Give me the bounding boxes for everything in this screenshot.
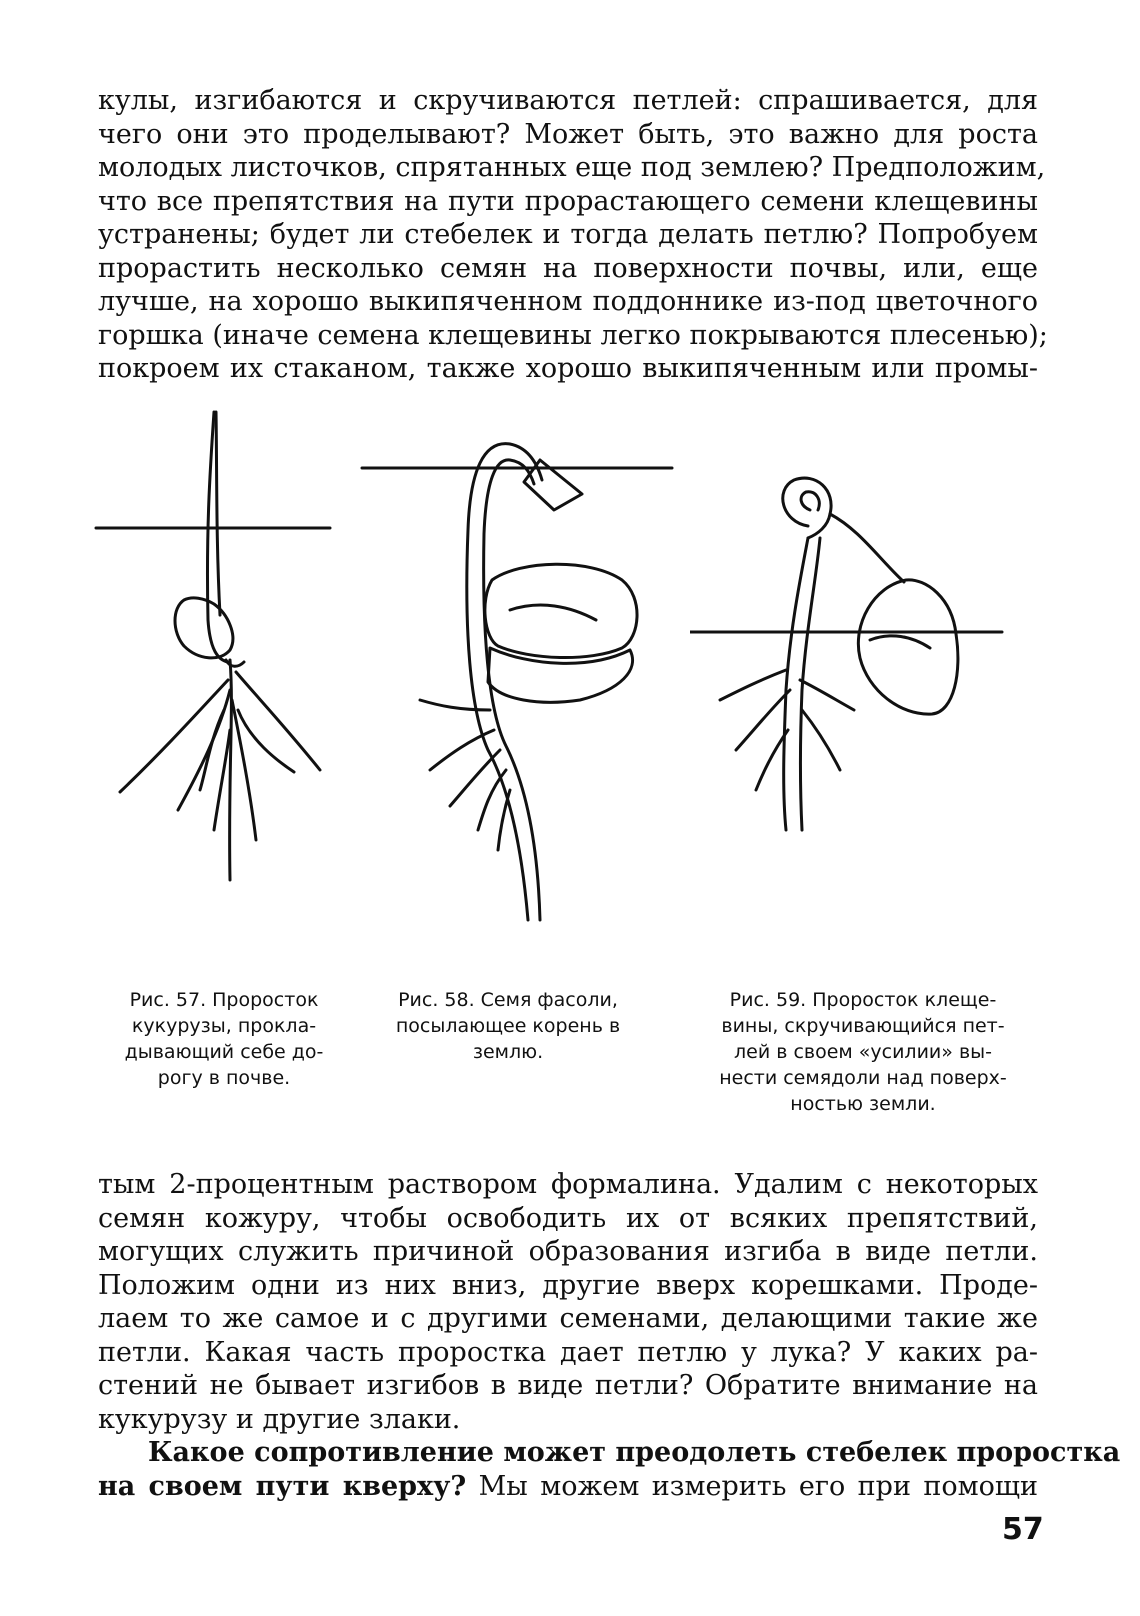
figure-57-caption: [104, 987, 344, 1091]
text-line: молодых листочков, спрятанных еще под землею? Предположим,: [98, 152, 1046, 183]
paragraph-top: [98, 84, 1048, 386]
stem: [784, 538, 808, 830]
question-line: [98, 1470, 1038, 1504]
stem-loop: [801, 492, 819, 510]
figure-58-caption: [372, 987, 644, 1065]
seed-coat-line: [870, 636, 930, 648]
root: [238, 710, 294, 772]
root: [120, 680, 228, 792]
root: [236, 672, 320, 770]
figure-58-bean-seed: [360, 410, 680, 970]
root: [450, 750, 500, 806]
text-line: Положим одни из них вниз, другие вверх корешками. Проде-: [98, 1269, 1038, 1301]
caption-line: Рис. 58. Семя фасоли,: [398, 989, 618, 1011]
stem-arm: [830, 514, 904, 582]
hypocotyl-loop: [484, 460, 540, 920]
text-line: кулы, изгибаются и скручиваются петлей: спрашивается, для: [98, 85, 1038, 116]
text-line: лаем то же самое и с другими семенами, делающими такие же: [98, 1303, 1038, 1334]
caption-line: землю.: [472, 1041, 544, 1063]
root: [802, 710, 840, 770]
seed-coat: [858, 580, 958, 714]
text-line: лучше, на хорошо выкипяченном поддоннике из-под цветочного: [98, 286, 1038, 317]
caption-line: посылающее корень в: [395, 1015, 621, 1037]
page-number: 57: [1002, 1512, 1044, 1547]
caption-line: дывающий себе до-: [124, 1041, 324, 1063]
text-fragment: Мы можем измерить его при помощи: [466, 1470, 1038, 1502]
text-line: петли. Какая часть проростка дает петлю у лука? У каких ра-: [98, 1336, 1038, 1368]
hypocotyl-loop: [467, 444, 542, 920]
text-line: тым 2-процентным раствором формалина. Удалим с некоторых: [98, 1169, 1038, 1200]
caption-line: Рис. 57. Проросток: [129, 989, 319, 1011]
text-line: кукурузу и другие злаки.: [98, 1403, 461, 1435]
text-line: прорастить несколько семян на поверхности почвы, или, еще: [98, 252, 1038, 284]
root: [720, 670, 786, 700]
root: [430, 730, 494, 770]
caption-line: нести семядоли над поверх-: [719, 1067, 1007, 1089]
caption-line: вины, скручивающийся пет-: [721, 1015, 1005, 1037]
text-line: что все препятствия на пути прорастающего семени клещевины: [98, 185, 1038, 217]
root: [200, 710, 224, 790]
figure-59-castor-seedling: [690, 410, 1010, 970]
caption-line: рогу в почве.: [157, 1067, 291, 1089]
bean-line: [510, 605, 596, 620]
root: [420, 700, 490, 710]
text-line: семян кожуру, чтобы освободить их от всяких препятствий,: [98, 1202, 1038, 1234]
text-line: устранены; будет ли стебелек и тогда делать петлю? Попробуем: [98, 219, 1038, 250]
bold-question: Какое сопротивление может преодолеть стебелек проростка: [148, 1437, 1121, 1468]
text-line: чего они это проделывают? Может быть, это важно для роста: [98, 118, 1038, 150]
text-line: могущих служить причиной образования изгиба в виде петли.: [98, 1236, 1038, 1267]
root: [800, 680, 854, 710]
caption-line: ностью земли.: [790, 1093, 936, 1115]
text-line: горшка (иначе семена клещевины легко покрываются плесенью);: [98, 319, 1048, 351]
figure-59-caption: [678, 987, 1048, 1117]
question-line: [98, 1436, 1121, 1470]
caption-line: лей в своем «усилии» вы-: [733, 1041, 992, 1063]
shoot: [216, 412, 220, 615]
seed: [175, 598, 233, 658]
paragraph-bottom: [98, 1168, 1121, 1503]
text-line: стений не бывает изгибов в виде петли? Обратите внимание на: [98, 1370, 1038, 1401]
text-line: покроем их стаканом, также хорошо выкипяченным или промы-: [98, 353, 1038, 384]
figures-row: [80, 410, 1060, 970]
caption-line: кукурузы, прокла-: [131, 1015, 317, 1037]
bean-cotyledon: [485, 564, 637, 657]
figure-57-corn-seedling: [80, 410, 400, 970]
root: [214, 730, 230, 830]
bold-question: на своем пути кверху?: [98, 1470, 467, 1502]
caption-line: Рис. 59. Проросток клеще-: [729, 989, 997, 1011]
root: [498, 790, 510, 850]
